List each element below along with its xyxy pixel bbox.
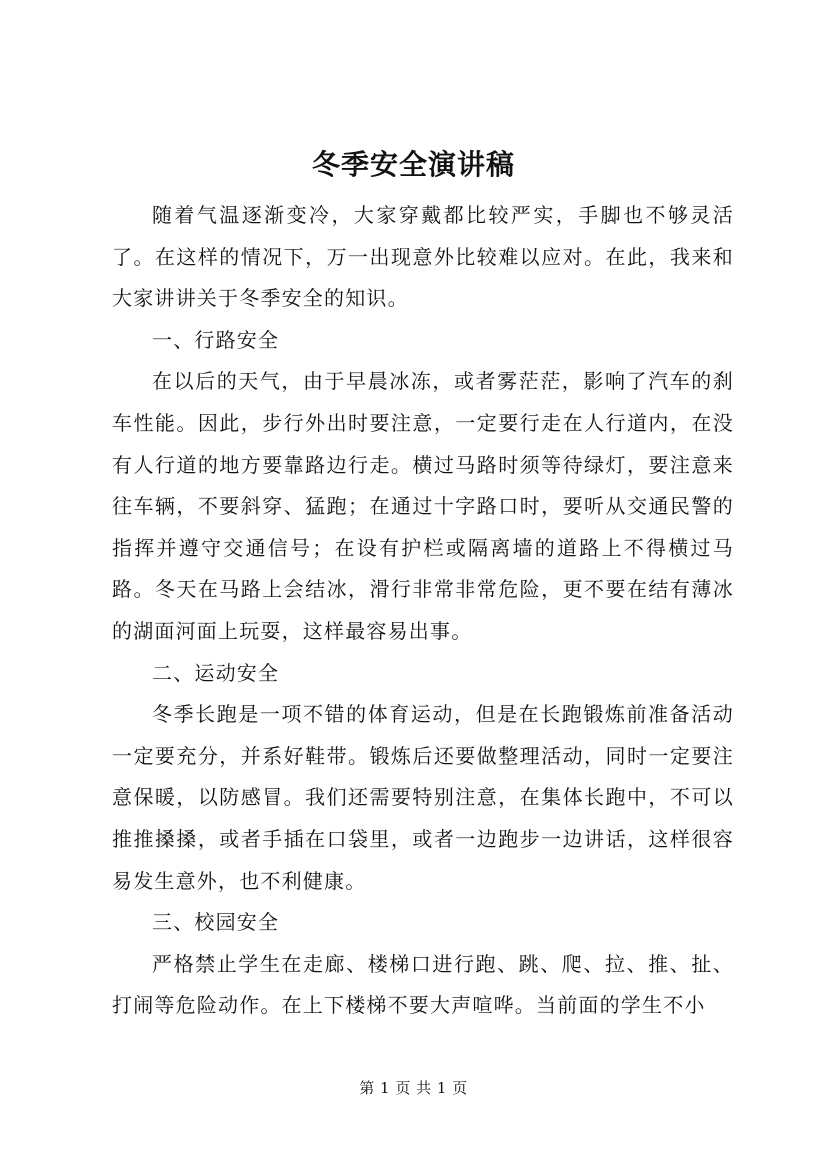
paragraph-road-safety: 在以后的天气，由于早晨冰冻，或者雾茫茫，影响了汽车的刹车性能。因此，步行外出时要注意，一定要行走在人行道内，在没有人行道的地方要靠路边行走。横过马路时须等待绿灯，要注意来往车辆，不要斜穿、猛跑；在通过十字路口时，要听从交通民警的指挥并遵守交通信号；在设有护栏或隔离墙的道路上不得横过马路。冬天在马路上会结冰，滑行非常非常危险，更不要在结有薄冰的湖面河面上玩耍，这样最容易出事。 <box>112 369 734 643</box>
section-heading-campus-safety: 三、校园安全 <box>152 910 280 935</box>
document-title: 冬季安全演讲稿 <box>311 148 515 181</box>
paragraph-sports-safety: 冬季长跑是一项不错的体育运动，但是在长跑锻炼前准备活动一定要充分，并系好鞋带。锻炼后还要做整理活动，同时一定要注意保暖，以防感冒。我们还需要特别注意，在集体长跑中，不可以推推搡搡，或者手插在口袋里，或者一边跑步一边讲话，这样很容易发生意外，也不利健康。 <box>112 702 734 893</box>
section-heading-road-safety: 一、行路安全 <box>152 327 280 352</box>
document-body <box>112 195 734 1027</box>
section-heading-sports-safety: 二、运动安全 <box>152 660 280 685</box>
page-footer: 第 1 页 共 1 页 <box>359 1079 468 1097</box>
paragraph-intro: 随着气温逐渐变冷，大家穿戴都比较严实，手脚也不够灵活了。在这样的情况下，万一出现意外比较难以应对。在此，我来和大家讲讲关于冬季安全的知识。 <box>112 203 734 311</box>
paragraph-campus-safety: 严格禁止学生在走廊、楼梯口进行跑、跳、爬、拉、推、扯、打闹等危险动作。在上下楼梯不要大声喧哗。当前面的学生不小 <box>112 951 734 1018</box>
